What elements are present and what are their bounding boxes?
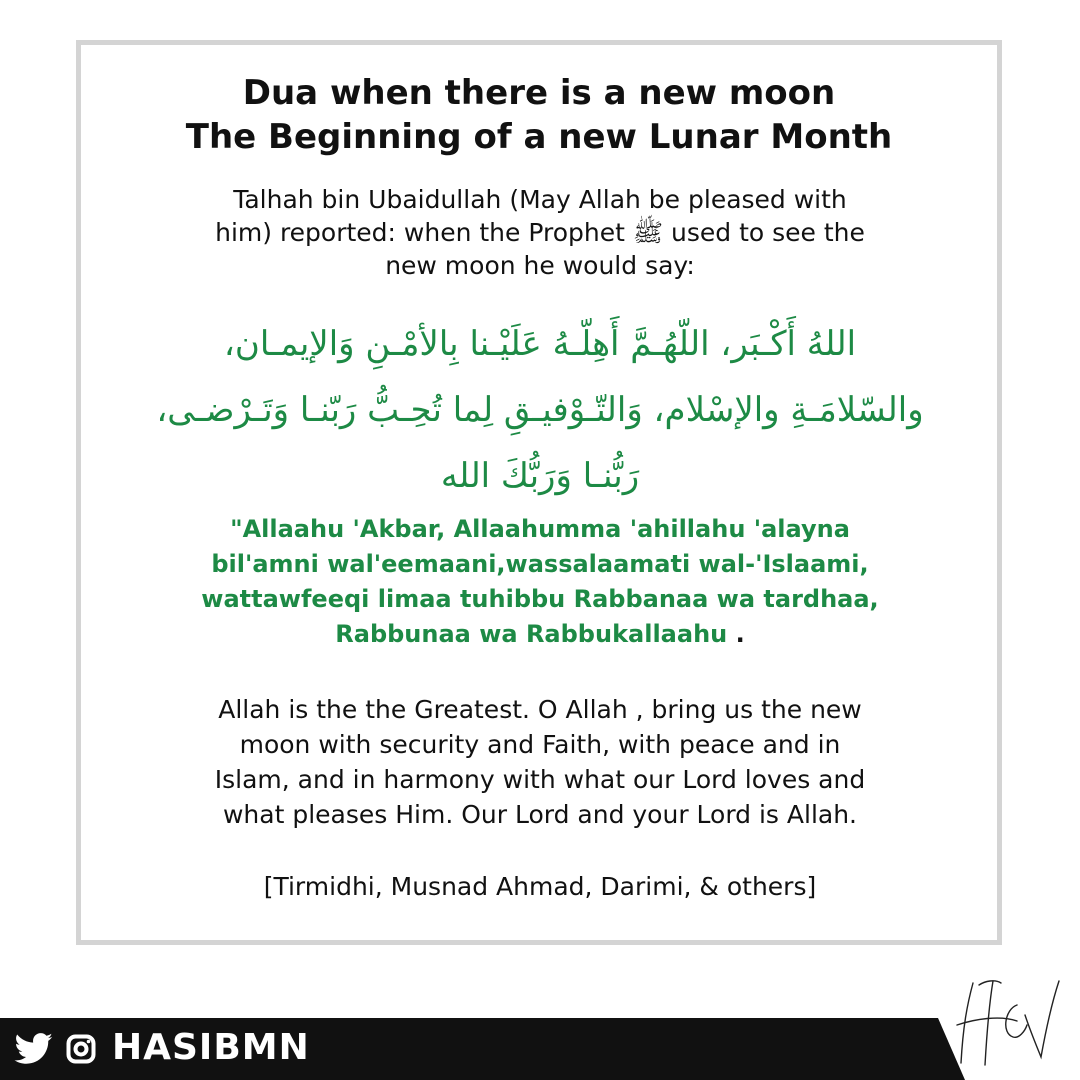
transliteration	[121, 512, 959, 652]
dua-card	[76, 40, 1002, 945]
title-line-1: Dua when there is a new moon	[242, 73, 836, 113]
translation-line: Islam, and in harmony with what our Lord loves and	[214, 765, 866, 794]
transliteration-end: .	[727, 620, 745, 648]
intro-line: new moon he would say:	[385, 251, 695, 280]
twitter-icon[interactable]	[14, 1033, 54, 1065]
intro-text	[121, 183, 959, 282]
arabic-line: اللهُ أَكْـبَر، اللّهُـمَّ أَهِلّـهُ عَلَيْـنا بِالأمْـنِ وَالإيمـان،	[223, 324, 857, 364]
signature-logo	[955, 975, 1065, 1070]
transliteration-line: wattawfeeqi limaa tuhibbu Rabbanaa wa tardhaa,	[201, 585, 879, 613]
transliteration-line	[121, 617, 959, 652]
title-line-2: The Beginning of a new Lunar Month	[185, 117, 893, 157]
translation-line: what pleases Him. Our Lord and your Lord is Allah.	[222, 800, 858, 829]
translation	[121, 692, 959, 832]
arabic-line: والسّلامَـةِ والإسْلام، وَالتّـوْفيـقِ لِما تُحِـبُّ رَبّنـا وَتَـرْضـى،	[156, 390, 924, 430]
translation-line: moon with security and Faith, with peace and in	[239, 730, 841, 759]
instagram-icon[interactable]	[66, 1034, 96, 1064]
transliteration-line: "Allaahu 'Akbar, Allaahumma 'ahillahu 'alayna	[230, 515, 850, 543]
intro-line: Talhah bin Ubaidullah (May Allah be pleased with	[233, 185, 847, 214]
arabic-dua	[101, 311, 979, 509]
intro-line: him) reported: when the Prophet ﷺ used to see the	[215, 218, 865, 247]
transliteration-last: Rabbunaa wa Rabbukallaahu	[335, 620, 728, 648]
transliteration-line: bil'amni wal'eemaani,wassalaamati wal-'Islaami,	[211, 550, 869, 578]
translation-line: Allah is the the Greatest. O Allah , bring us the new	[218, 695, 862, 724]
arabic-line: رَبُّنـا وَرَبُّكَ الله	[440, 456, 640, 496]
hadith-reference: [Tirmidhi, Musnad Ahmad, Darimi, & others]	[263, 872, 817, 901]
social-handle[interactable]: HASIBMN	[112, 1027, 310, 1068]
